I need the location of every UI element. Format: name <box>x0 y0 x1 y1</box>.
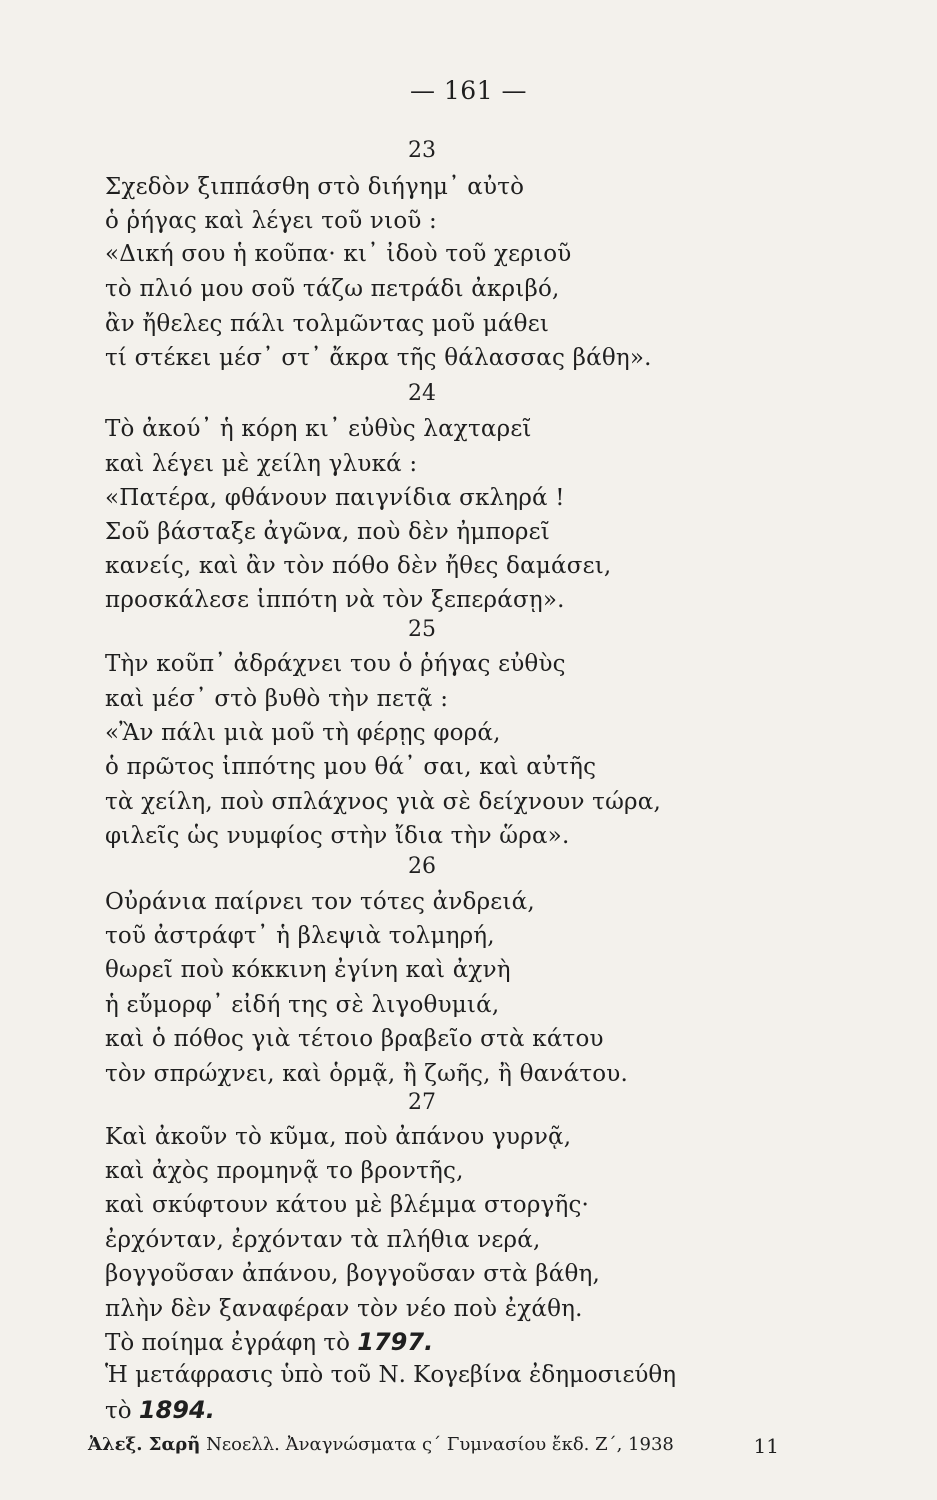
author-name: Ἀλεξ. Σαρῆ <box>88 1434 201 1455</box>
verse-line: τί στέκει μέσ᾿ στ᾿ ἄκρα τῆς θάλασσας βάθη». <box>105 345 652 371</box>
verse-line: ἂν ἤθελες πάλι τολμῶντας μοῦ μάθει <box>105 311 550 337</box>
verse-line: Τὸ ἀκού᾿ ἡ κόρη κι᾿ εὐθὺς λαχταρεῖ <box>105 416 532 442</box>
verse-line: πλὴν δὲν ξαναφέραν τὸν νέο ποὺ ἐχάθη. <box>105 1296 583 1322</box>
verse-line: φιλεῖς ὡς νυμφίος στὴν ἴδια τὴν ὥρα». <box>105 823 570 849</box>
stanza-number: 27 <box>408 1090 436 1115</box>
note-text: τὸ <box>105 1398 139 1424</box>
stanza-number: 24 <box>408 381 436 406</box>
verse-line: θωρεῖ ποὺ κόκκινη ἐγίνη καὶ ἀχνὴ <box>105 957 511 983</box>
verse-line: προσκάλεσε ἱππότη νὰ τὸν ξεπεράσῃ». <box>105 587 565 613</box>
verse-line: Οὐράνια παίρνει τον τότες ἀνδρειά, <box>105 889 535 915</box>
verse-line: κανείς, καὶ ἂν τὸν πόθο δὲν ἤθες δαμάσει, <box>105 553 612 579</box>
note-year: 1894. <box>138 1396 215 1424</box>
verse-line: βογγοῦσαν ἀπάνου, βογγοῦσαν στὰ βάθη, <box>105 1261 601 1287</box>
verse-line: τὸ πλιό μου σοῦ τάζω πετράδι ἀκριβό, <box>105 276 560 302</box>
verse-line: Σχεδὸν ξιππάσθη στὸ διήγημ᾿ αὐτὸ <box>105 174 525 200</box>
note-year: 1797. <box>357 1328 434 1356</box>
stanza-number: 26 <box>408 854 436 879</box>
source-title: Νεοελλ. Ἀναγνώσματα ς΄ Γυμνασίου ἔκδ. Ζ΄, 1938 <box>206 1434 674 1455</box>
verse-line: «Πατέρα, φθάνουν παιγνίδια σκληρά ! <box>105 485 565 511</box>
note-text: Τὸ ποίημα ἐγράφη τὸ <box>105 1330 358 1356</box>
stanza-number: 25 <box>408 617 436 642</box>
printer-signature: 11 <box>753 1434 779 1458</box>
verse-line: Τὴν κοῦπ᾿ ἀδράχνει του ὁ ῥήγας εὐθὺς <box>105 651 566 677</box>
stanza-number: 23 <box>408 138 436 163</box>
verse-line: καὶ σκύφτουν κάτου μὲ βλέμμα στοργῆς· <box>105 1192 590 1218</box>
verse-line: τοῦ ἀστράφτ᾿ ἡ βλεψιὰ τολμηρή, <box>105 923 495 949</box>
verse-line: Σοῦ βάσταξε ἀγῶνα, ποὺ δὲν ἠμπορεῖ <box>105 519 550 545</box>
verse-line: ἐρχόνταν, ἐρχόνταν τὰ πλήθια νερά, <box>105 1227 541 1253</box>
verse-line: καὶ μέσ᾿ στὸ βυθὸ τὴν πετᾷ : <box>105 686 449 712</box>
verse-line: Καὶ ἀκοῦν τὸ κῦμα, ποὺ ἀπάνου γυρνᾷ, <box>105 1124 572 1150</box>
verse-line: καὶ ὁ πόθος γιὰ τέτοιο βραβεῖο στὰ κάτου <box>105 1026 604 1052</box>
verse-line: τὸν σπρώχνει, καὶ ὁρμᾷ, ἢ ζωῆς, ἢ θανάτου. <box>105 1061 628 1087</box>
page-number: — 161 — <box>409 76 528 105</box>
verse-line: «Δική σου ἡ κοῦπα· κι᾿ ἰδοὺ τοῦ χεριοῦ <box>105 241 572 267</box>
verse-line: ἡ εὔμορφ᾿ εἰδή της σὲ λιγοθυμιά, <box>105 992 500 1018</box>
publication-note <box>105 1396 215 1424</box>
translation-note: Ἡ μετάφρασις ὑπὸ τοῦ Ν. Κογεβίνα ἐδημοσιεύθη <box>105 1362 677 1388</box>
footer-source <box>88 1434 674 1455</box>
verse-line: «Ἂν πάλι μιὰ μοῦ τὴ φέρῃς φορά, <box>105 720 501 746</box>
composition-note <box>105 1328 433 1356</box>
verse-line: τὰ χείλη, ποὺ σπλάχνος γιὰ σὲ δείχνουν τώρα, <box>105 789 661 815</box>
verse-line: ὁ ῥήγας καὶ λέγει τοῦ νιοῦ : <box>105 208 438 234</box>
verse-line: καὶ λέγει μὲ χείλη γλυκά : <box>105 451 418 477</box>
verse-line: καὶ ἀχὸς προμηνᾷ το βροντῆς, <box>105 1158 464 1184</box>
verse-line: ὁ πρῶτος ἱππότης μου θά᾿ σαι, καὶ αὐτῆς <box>105 754 597 780</box>
